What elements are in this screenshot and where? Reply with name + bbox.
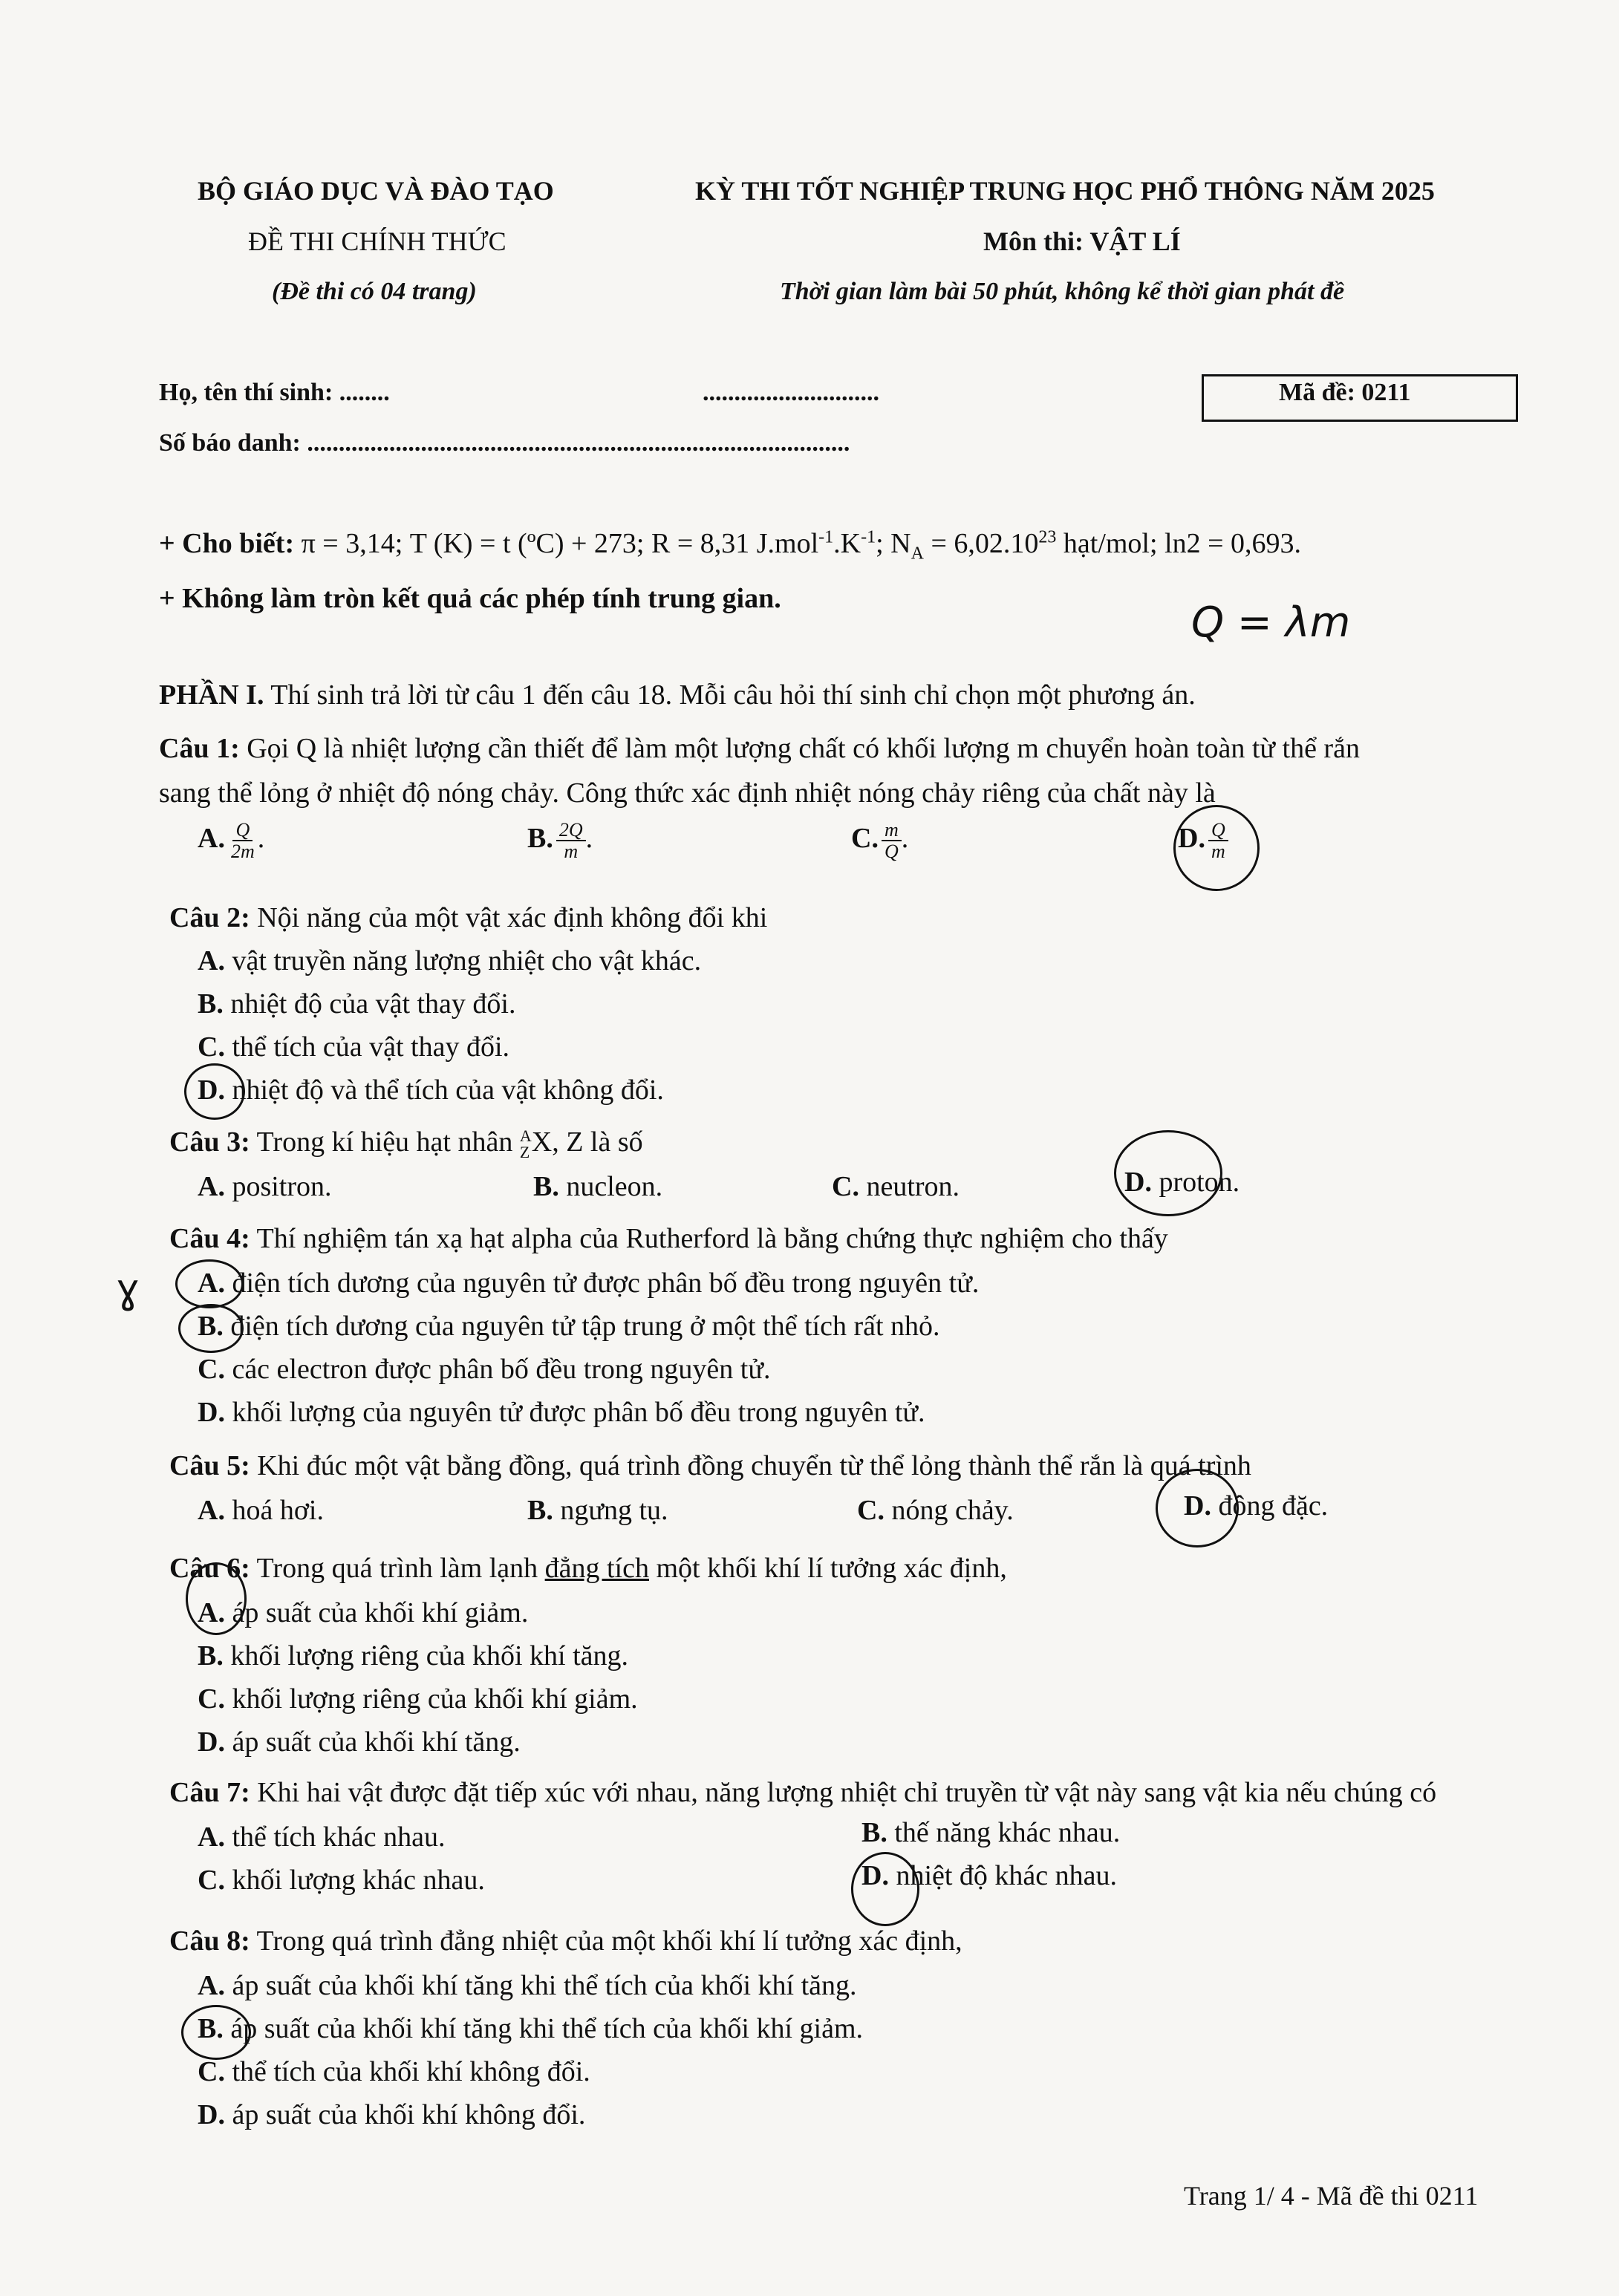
q3-option-c[interactable]: C. neutron. — [832, 1171, 960, 1202]
q4-option-d[interactable]: D. khối lượng của nguyên tử được phân bố đều trong nguyên tử. — [198, 1397, 925, 1428]
q3-option-d[interactable]: D. proton. — [1124, 1167, 1240, 1198]
fraction: $\frac{Q}{2m}$ — [230, 819, 255, 863]
cross-mark-icon: ɣ — [116, 1265, 140, 1312]
q6-option-a[interactable]: A. áp suất của khối khí giảm. — [198, 1597, 529, 1628]
answer-circle-mark — [1114, 1130, 1222, 1216]
candidate-number-label: Số báo danh: ...................................................................................... — [159, 429, 850, 457]
question-6: Câu 6: Trong quá trình làm lạnh đẳng tích một khối khí lí tưởng xác định, — [169, 1553, 1007, 1584]
part1-instruction: PHẦN I. Thí sinh trả lời từ câu 1 đến câu 18. Mỗi câu hỏi thí sinh chỉ chọn một phương án. — [159, 679, 1196, 711]
nuclide-indices: A Z — [519, 1126, 532, 1162]
answer-circle-mark — [851, 1852, 919, 1926]
ministry-name: BỘ GIÁO DỤC VÀ ĐÀO TẠO — [198, 176, 554, 206]
q7-option-b[interactable]: B. thế năng khác nhau. — [861, 1817, 1121, 1848]
answer-circle-mark — [1156, 1469, 1239, 1547]
question-3: Câu 3: Trong kí hiệu hạt nhân A Z X, Z là số — [169, 1126, 643, 1162]
question-1: Câu 1: Gọi Q là nhiệt lượng cần thiết để làm một lượng chất có khối lượng m chuyển hoàn toàn từ thể rắn — [159, 733, 1360, 764]
answer-circle-mark — [184, 1063, 245, 1120]
candidate-name-label: Họ, tên thí sinh: ........ — [159, 379, 390, 406]
question-5: Câu 5: Khi đúc một vật bằng đồng, quá trình đồng chuyển từ thể lỏng thành thể rắn là quá trình — [169, 1450, 1251, 1481]
q1-option-d[interactable]: D. $\frac{Q}{m}$ — [1178, 820, 1228, 862]
q8-option-b[interactable]: B. áp suất của khối khí tăng khi thể tích của khối khí giảm. — [198, 2013, 864, 2044]
answer-circle-mark — [175, 1259, 244, 1308]
exam-title: KỲ THI TỐT NGHIỆP TRUNG HỌC PHỔ THÔNG NĂM 2025 — [695, 176, 1435, 206]
q5-option-a[interactable]: A. hoá hơi. — [198, 1495, 324, 1526]
q4-option-a[interactable]: A. điện tích dương của nguyên tử được phân bố đều trong nguyên tử. — [198, 1268, 980, 1299]
q3-option-a[interactable]: A. positron. — [198, 1171, 332, 1202]
question-7: Câu 7: Khi hai vật được đặt tiếp xúc với nhau, năng lượng nhiệt chỉ truyền từ vật này sang vật kia nếu chúng có — [169, 1777, 1437, 1808]
q4-option-c[interactable]: C. các electron được phân bố đều trong nguyên tử. — [198, 1354, 771, 1385]
q1-option-a[interactable]: A. $\frac{Q}{2m}$ . — [198, 819, 265, 863]
q5-option-b[interactable]: B. ngưng tụ. — [527, 1495, 668, 1526]
fraction: $\frac{Q}{m}$ — [1208, 820, 1228, 862]
q6-option-d[interactable]: D. áp suất của khối khí tăng. — [198, 1726, 521, 1758]
given-constants: + Cho biết: π = 3,14; T (K) = t (ºC) + 273; R = 8,31 $J.mol^{-1}.K^{-1}$; $N_A = 6,02.10^{23}$ hạt/mol; ln2 = 0,693. — [159, 527, 1302, 564]
question-8: Câu 8: Trong quá trình đẳng nhiệt của một khối khí lí tưởng xác định, — [169, 1925, 962, 1957]
q7-option-a[interactable]: A. thể tích khác nhau. — [198, 1822, 446, 1853]
page-footer: Trang 1/ 4 - Mã đề thi 0211 — [1184, 2181, 1479, 2211]
q6-option-b[interactable]: B. khối lượng riêng của khối khí tăng. — [198, 1640, 629, 1672]
exam-code: Mã đề: 0211 — [1279, 379, 1411, 406]
answer-circle-mark — [186, 1562, 247, 1635]
rounding-note: + Không làm tròn kết quả các phép tính trung gian. — [159, 583, 781, 614]
q5-option-c[interactable]: C. nóng chảy. — [857, 1495, 1014, 1526]
q5-option-d[interactable]: D. đông đặc. — [1184, 1490, 1329, 1522]
q2-option-a[interactable]: A. vật truyền năng lượng nhiệt cho vật khác. — [198, 945, 702, 976]
candidate-name-dots: ............................ — [703, 379, 879, 406]
fraction: $\frac{m}{Q}$ — [882, 820, 902, 862]
answer-circle-mark — [178, 1304, 244, 1353]
q2-option-b[interactable]: B. nhiệt độ của vật thay đổi. — [198, 988, 516, 1020]
official-label: ĐỀ THI CHÍNH THỨC — [248, 226, 506, 256]
q2-option-c[interactable]: C. thể tích của vật thay đổi. — [198, 1031, 509, 1063]
q4-option-b[interactable]: B. điện tích dương của nguyên tử tập trung ở một thể tích rất nhỏ. — [198, 1311, 940, 1342]
q8-option-c[interactable]: C. thể tích của khối khí không đổi. — [198, 2056, 590, 2087]
time-note: Thời gian làm bài 50 phút, không kể thời gian phát đề — [780, 278, 1345, 305]
q6-option-c[interactable]: C. khối lượng riêng của khối khí giảm. — [198, 1683, 638, 1715]
q2-option-d[interactable]: D. nhiệt độ và thể tích của vật không đổi. — [198, 1074, 664, 1106]
answer-circle-mark — [1173, 805, 1260, 891]
answer-circle-mark — [181, 2005, 251, 2060]
q7-option-d[interactable]: D. nhiệt độ khác nhau. — [861, 1860, 1118, 1891]
handwritten-note: Q = λm — [1191, 599, 1351, 647]
page-count: (Đề thi có 04 trang) — [272, 278, 477, 305]
question-1-line2: sang thể lỏng ở nhiệt độ nóng chảy. Công thức xác định nhiệt nóng chảy riêng của chất này là — [159, 777, 1216, 809]
q3-option-b[interactable]: B. nucleon. — [533, 1171, 663, 1202]
question-4: Câu 4: Thí nghiệm tán xạ hạt alpha của Rutherford là bằng chứng thực nghiệm cho thấy — [169, 1223, 1168, 1254]
q8-option-d[interactable]: D. áp suất của khối khí không đổi. — [198, 2099, 586, 2130]
question-2: Câu 2: Nội năng của một vật xác định không đổi khi — [169, 902, 768, 933]
q7-option-c[interactable]: C. khối lượng khác nhau. — [198, 1865, 485, 1896]
q1-option-b[interactable]: B. $\frac{2Q}{m}$ . — [527, 819, 593, 863]
fraction: $\frac{2Q}{m}$ — [556, 820, 586, 862]
q8-option-a[interactable]: A. áp suất của khối khí tăng khi thể tích của khối khí tăng. — [198, 1970, 857, 2001]
subject-label: Môn thi: VẬT LÍ — [983, 226, 1181, 256]
q1-option-c[interactable]: C. $\frac{m}{Q}$ . — [851, 819, 909, 863]
